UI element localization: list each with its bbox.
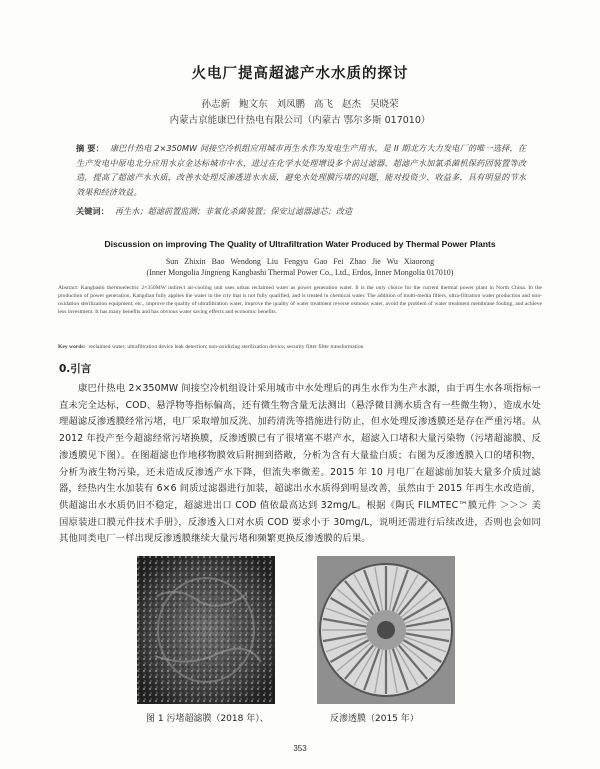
author-list: 孙志新 鲍文东 刘凤鹏 高飞 赵杰 吴晓荣: [201, 99, 399, 110]
english-keywords: [58, 344, 542, 350]
abstract-text: 康巴什热电 2×350MW 间接空冷机组应用城市再生水作为发电生产用水，是 II 期北方大力发电厂的唯一选择，在生产发电中原电北分应用水京金达标城市中水，进过在化学水处理增设多个前过滤器、超滤产水加氯杀菌机保药固装置等改造，提高了超滤产水水质，改善水处理反渗透进水水质，避免水处理膜污堵的问题，能对投资少、收益多，具有明显的节水效果和经济效益。: [76, 143, 526, 197]
body-paragraph: 康巴什热电 2×350MW 间接空冷机组设计采用城市中水处理后的再生水作为生产水源，由于再生水各项指标一直未完全达标，COD、悬浮物等指标偏高，还有微生物含量无法测出（悬浮微目测水质含有一些微生物），造成水处理超滤反渗透膜经常污堵，电厂采取增加反洗、加药清洗等措施进行防止，但水处理反渗透膜还是存在严重污堵。从 2012 年投产至今超滤经常污堵换膜，反渗透膜已有了很堵塞不堪产水，超滤入口堵积大量污染物（污堵超滤膜、反渗透膜见下图）。在图超滤也作地移物膜效后附拥到搭敞，分析为含有大量盐白质；右图为反渗透膜入口的堵积物，分析为液生物污染，还未造成反渗透产水下降，但流失率微差。2015 年 10 月电厂在超滤前加装大量多介质过滤器，经热内生水加装有 6×6 间质过滤器进行加装，超滤出水水质得到明显改善，虽然由于 2015 年再生水改造前，供超滤出水水质仍旧不稳定，超滤进出口 COD 值依最高达到 32mg/L。根据《陶氏 FILMTEC™膜元件 ＞＞＞ 美国原装进口膜元件技术手册》，反渗透入口对水质 COD 要求小于 30mg/L，说明还需进行后续改进，否则也会如同其他同类电厂一样出现反渗透膜继续大量污堵和频繁更换反渗透膜的后果。: [59, 383, 541, 545]
english-abstract: [58, 284, 542, 316]
paper-title: 火电厂提高超滤产水水质的探讨: [191, 66, 409, 82]
english-abstract-text: Kangbashi thermoelectric 2×350MW indirect air-cooling unit uses urban reclaimed water as power generation water. It is the only choice for the current thermal power plant in North China. In the production of power generation, Kangdian fully applies the water in the city that is not fully qualified, and is treated in chemical water. The addition of multi-media filters, ultra-filtration water production and non-oxidation sterilization equipment, etc., improve the quality of ultrafiltration water, improve the quality of water treatment reverse osmosis water, avoid the problem of water treatment membrane fouling, and achieve less investment. It has many benefits and has obvious water saving effects and economic benefits.: [58, 285, 542, 316]
abstract-chinese: [76, 141, 526, 199]
english-affiliation: (Inner Mongolia Jingneng Kangbashi Thermal Power Co., Ltd., Erdos, Inner Mongolia 017010): [146, 268, 454, 277]
english-keywords-label: Key words:: [58, 344, 86, 350]
abstract-label: 摘 要：: [76, 143, 104, 153]
english-title: Discussion on improving The Quality of Ultrafiltration Water Produced by Thermal Power Plants: [104, 239, 496, 249]
figure-caption-right: 反渗透膜（2015 年）: [330, 714, 419, 724]
keywords-text: 再生水；超滤前置监测；非氧化杀菌装置；保安过滤器滤芯；改造: [114, 206, 353, 216]
keywords-label: 关键词：: [76, 206, 109, 216]
figure-fouled-ultrafiltration-membrane: [137, 556, 275, 704]
figure-caption-left: 图 1 污堵超滤膜（2018 年）、: [146, 714, 269, 724]
figure-reverse-osmosis-membrane: [317, 556, 455, 704]
english-keywords-text: reclaimed water; ultrafiltration device leak detection; non-oxidizing sterilization device; security filter filter transformation: [88, 344, 364, 350]
english-abstract-label: Abstract:: [58, 285, 79, 291]
affiliation: 内蒙古京能康巴什热电有限公司（内蒙古 鄂尔多斯 017010）: [169, 115, 431, 126]
page-number: 353: [293, 744, 307, 753]
keywords-chinese: [76, 206, 526, 217]
section-heading: 0.引言: [59, 363, 92, 375]
english-author-list: Sun Zhixin Bao Wendong Liu Fengyu Gao Fei Zhao Jie Wu Xiaorong: [165, 257, 435, 266]
